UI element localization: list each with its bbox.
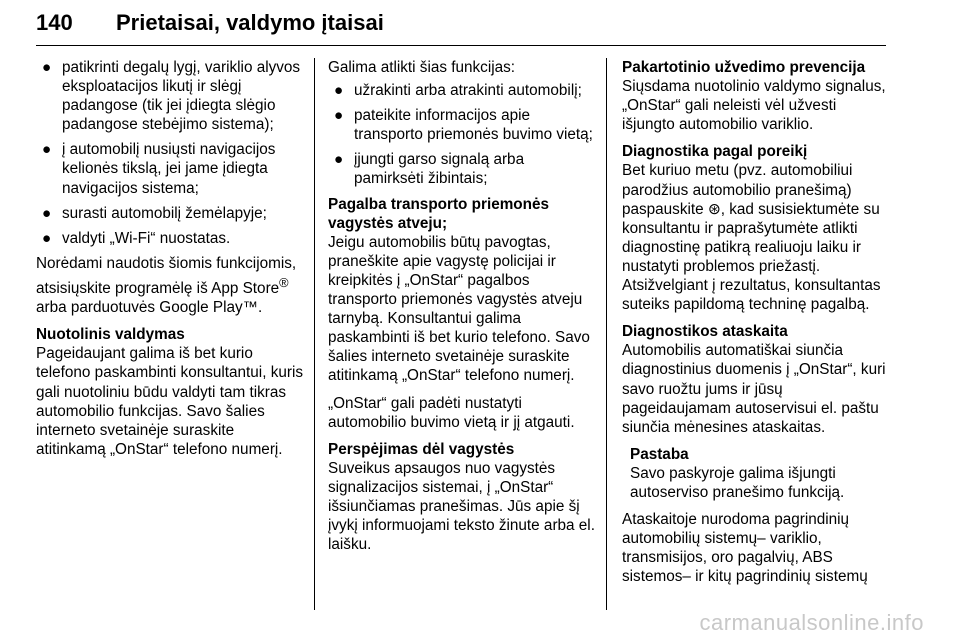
page-title: Prietaisai, valdymo įtaisai xyxy=(116,10,384,35)
header-rule xyxy=(36,45,886,46)
report-items-paragraph: Ataskaitoje nurodoma pagrindinių automobilių sistemų– variklio, transmisijos, oro pagalvių, ABS sistemos– ir kitų pagrindinių sistemų xyxy=(622,511,868,586)
bullet-icon: ● xyxy=(42,204,52,222)
alert-heading: Perspėjimas dėl vagystės xyxy=(328,440,515,458)
bullet-icon: ● xyxy=(334,151,344,169)
immobilizer-heading: Pakartotinio užvedimo prevencija xyxy=(622,59,866,76)
app-text-before: Norėdami naudotis šiomis funkcijomis, atsisiųskite programėlę iš App Store xyxy=(36,254,297,298)
report-heading: Diagnostikos ataskaita xyxy=(622,323,788,341)
app-text-after: arba parduotuvės Google Play™. xyxy=(36,299,263,317)
diagnostics-section xyxy=(622,142,888,314)
immobilizer-section xyxy=(622,58,888,134)
report-body: Automobilis automatiškai siunčia diagnostinius duomenis į „OnStar“, kuri savo ruožtu jums ir jūsų pageidaujamam autoservisui el. paštu siunčia mėnesines ataskaitas. xyxy=(622,342,886,436)
list-item xyxy=(36,140,304,197)
location-paragraph: „OnStar“ gali padėti nustatyti automobilio buvimo vietą ir jį atgauti. xyxy=(328,394,575,431)
list-item-text: surasti automobilį žemėlapyje; xyxy=(62,204,267,222)
list-item-text: į automobilį nusiųsti navigacijos kelionės tikslą, jei jame įdiegta navigacijos sistema; xyxy=(62,141,276,197)
column-middle xyxy=(328,58,596,562)
page-header xyxy=(36,6,886,46)
diagnostics-body-end: , kad susisiektumėte su konsultantu ir paprašytumėte atlikti diagnostinę patikrą realiuoju laiku ir nustatyti problemos priežastį. Atsižvelgiant į rezultatus, konsultantas suteiks papildomą techninę pagalbą. xyxy=(622,200,881,314)
diagnostics-heading: Diagnostika pagal poreikį xyxy=(622,143,808,161)
bullet-icon: ● xyxy=(42,59,52,76)
watermark: carmanualsonline.info xyxy=(699,610,924,635)
note-body: Savo paskyroje galima išjungti autoserviso pranešimo funkciją. xyxy=(630,464,845,501)
list-item xyxy=(328,81,596,100)
note-box xyxy=(622,445,888,502)
remote-heading: Nuotolinis valdymas xyxy=(36,326,185,344)
list-item xyxy=(36,229,304,248)
theft-heading: Pagalba transporto priemonės vagystės atveju; xyxy=(328,195,550,232)
remote-section xyxy=(36,325,304,459)
app-download-paragraph xyxy=(36,254,304,317)
alert-body: Suveikus apsaugos nuo vagystės signalizacijos sistemai, į „OnStar“ išsiunčiamas pranešimas. Jūs apie šį įvykį informuojami teksto žinute arba el. laišku. xyxy=(328,459,595,554)
bullet-icon: ● xyxy=(42,141,52,159)
onstar-service-button-icon: ⊛ xyxy=(707,200,721,218)
immobilizer-body: Siųsdama nuotolinio valdymo signalus, „OnStar“ gali neleisti vėl užvesti išjungto automobilio variklio. xyxy=(622,78,886,134)
column-right xyxy=(622,58,888,594)
diagnostics-body-start: Bet kuriuo metu (pvz. automobiliui parodžius automobilio pranešimą) paspauskite xyxy=(622,162,853,218)
bullet-icon: ● xyxy=(334,107,344,125)
list-item-text: valdyti „Wi-Fi“ nuostatas. xyxy=(62,229,231,247)
note-title: Pastaba xyxy=(630,445,689,463)
list-item xyxy=(36,204,304,223)
list-item xyxy=(328,150,596,188)
feature-list xyxy=(36,58,304,248)
registered-mark: ® xyxy=(279,274,289,290)
alert-section xyxy=(328,440,596,555)
column-left xyxy=(36,58,304,467)
list-item-text: pateikite informacijos apie transporto priemonės buvimo vietą; xyxy=(354,107,593,144)
list-item-text: patikrinti degalų lygį, variklio alyvos eksploatacijos likutį ir slėgį padangose (tik jei įdiegta slėgio padangose stebėjimo sistema); xyxy=(62,59,301,134)
theft-body: Jeigu automobilis būtų pavogtas, praneškite apie vagystę policijai ir kreipkitės į „OnStar“ pagalbos transporto priemonės vagystės atveju tarnybą. Konsultantui galima paskambinti iš bet kurio telefono. Savo šalies interneto svetainėje suraskite atitinkamą „OnStar“ telefono numerį. xyxy=(328,233,590,385)
column-divider xyxy=(314,58,315,610)
theft-section xyxy=(328,195,596,386)
list-item-text: įjungti garso signalą arba pamirksėti žibintais; xyxy=(354,151,525,188)
report-section xyxy=(622,322,888,437)
bullet-icon: ● xyxy=(334,82,344,100)
list-item xyxy=(36,58,304,134)
remote-body: Pageidaujant galima iš bet kurio telefono paskambinti konsultantui, kuris gali nuotoliniu būdu valdyti tam tikras automobilio funkcijas. Savo šalies interneto svetainėje suraskite atitinkamą „OnStar“ telefono numerį. xyxy=(36,345,303,458)
functions-intro: Galima atlikti šias funkcijas: xyxy=(328,59,516,76)
list-item xyxy=(328,106,596,144)
list-item-text: užrakinti arba atrakinti automobilį; xyxy=(354,82,582,100)
column-divider xyxy=(606,58,607,610)
page-number: 140 xyxy=(36,10,73,35)
bullet-icon: ● xyxy=(42,229,52,247)
functions-list xyxy=(328,81,596,188)
